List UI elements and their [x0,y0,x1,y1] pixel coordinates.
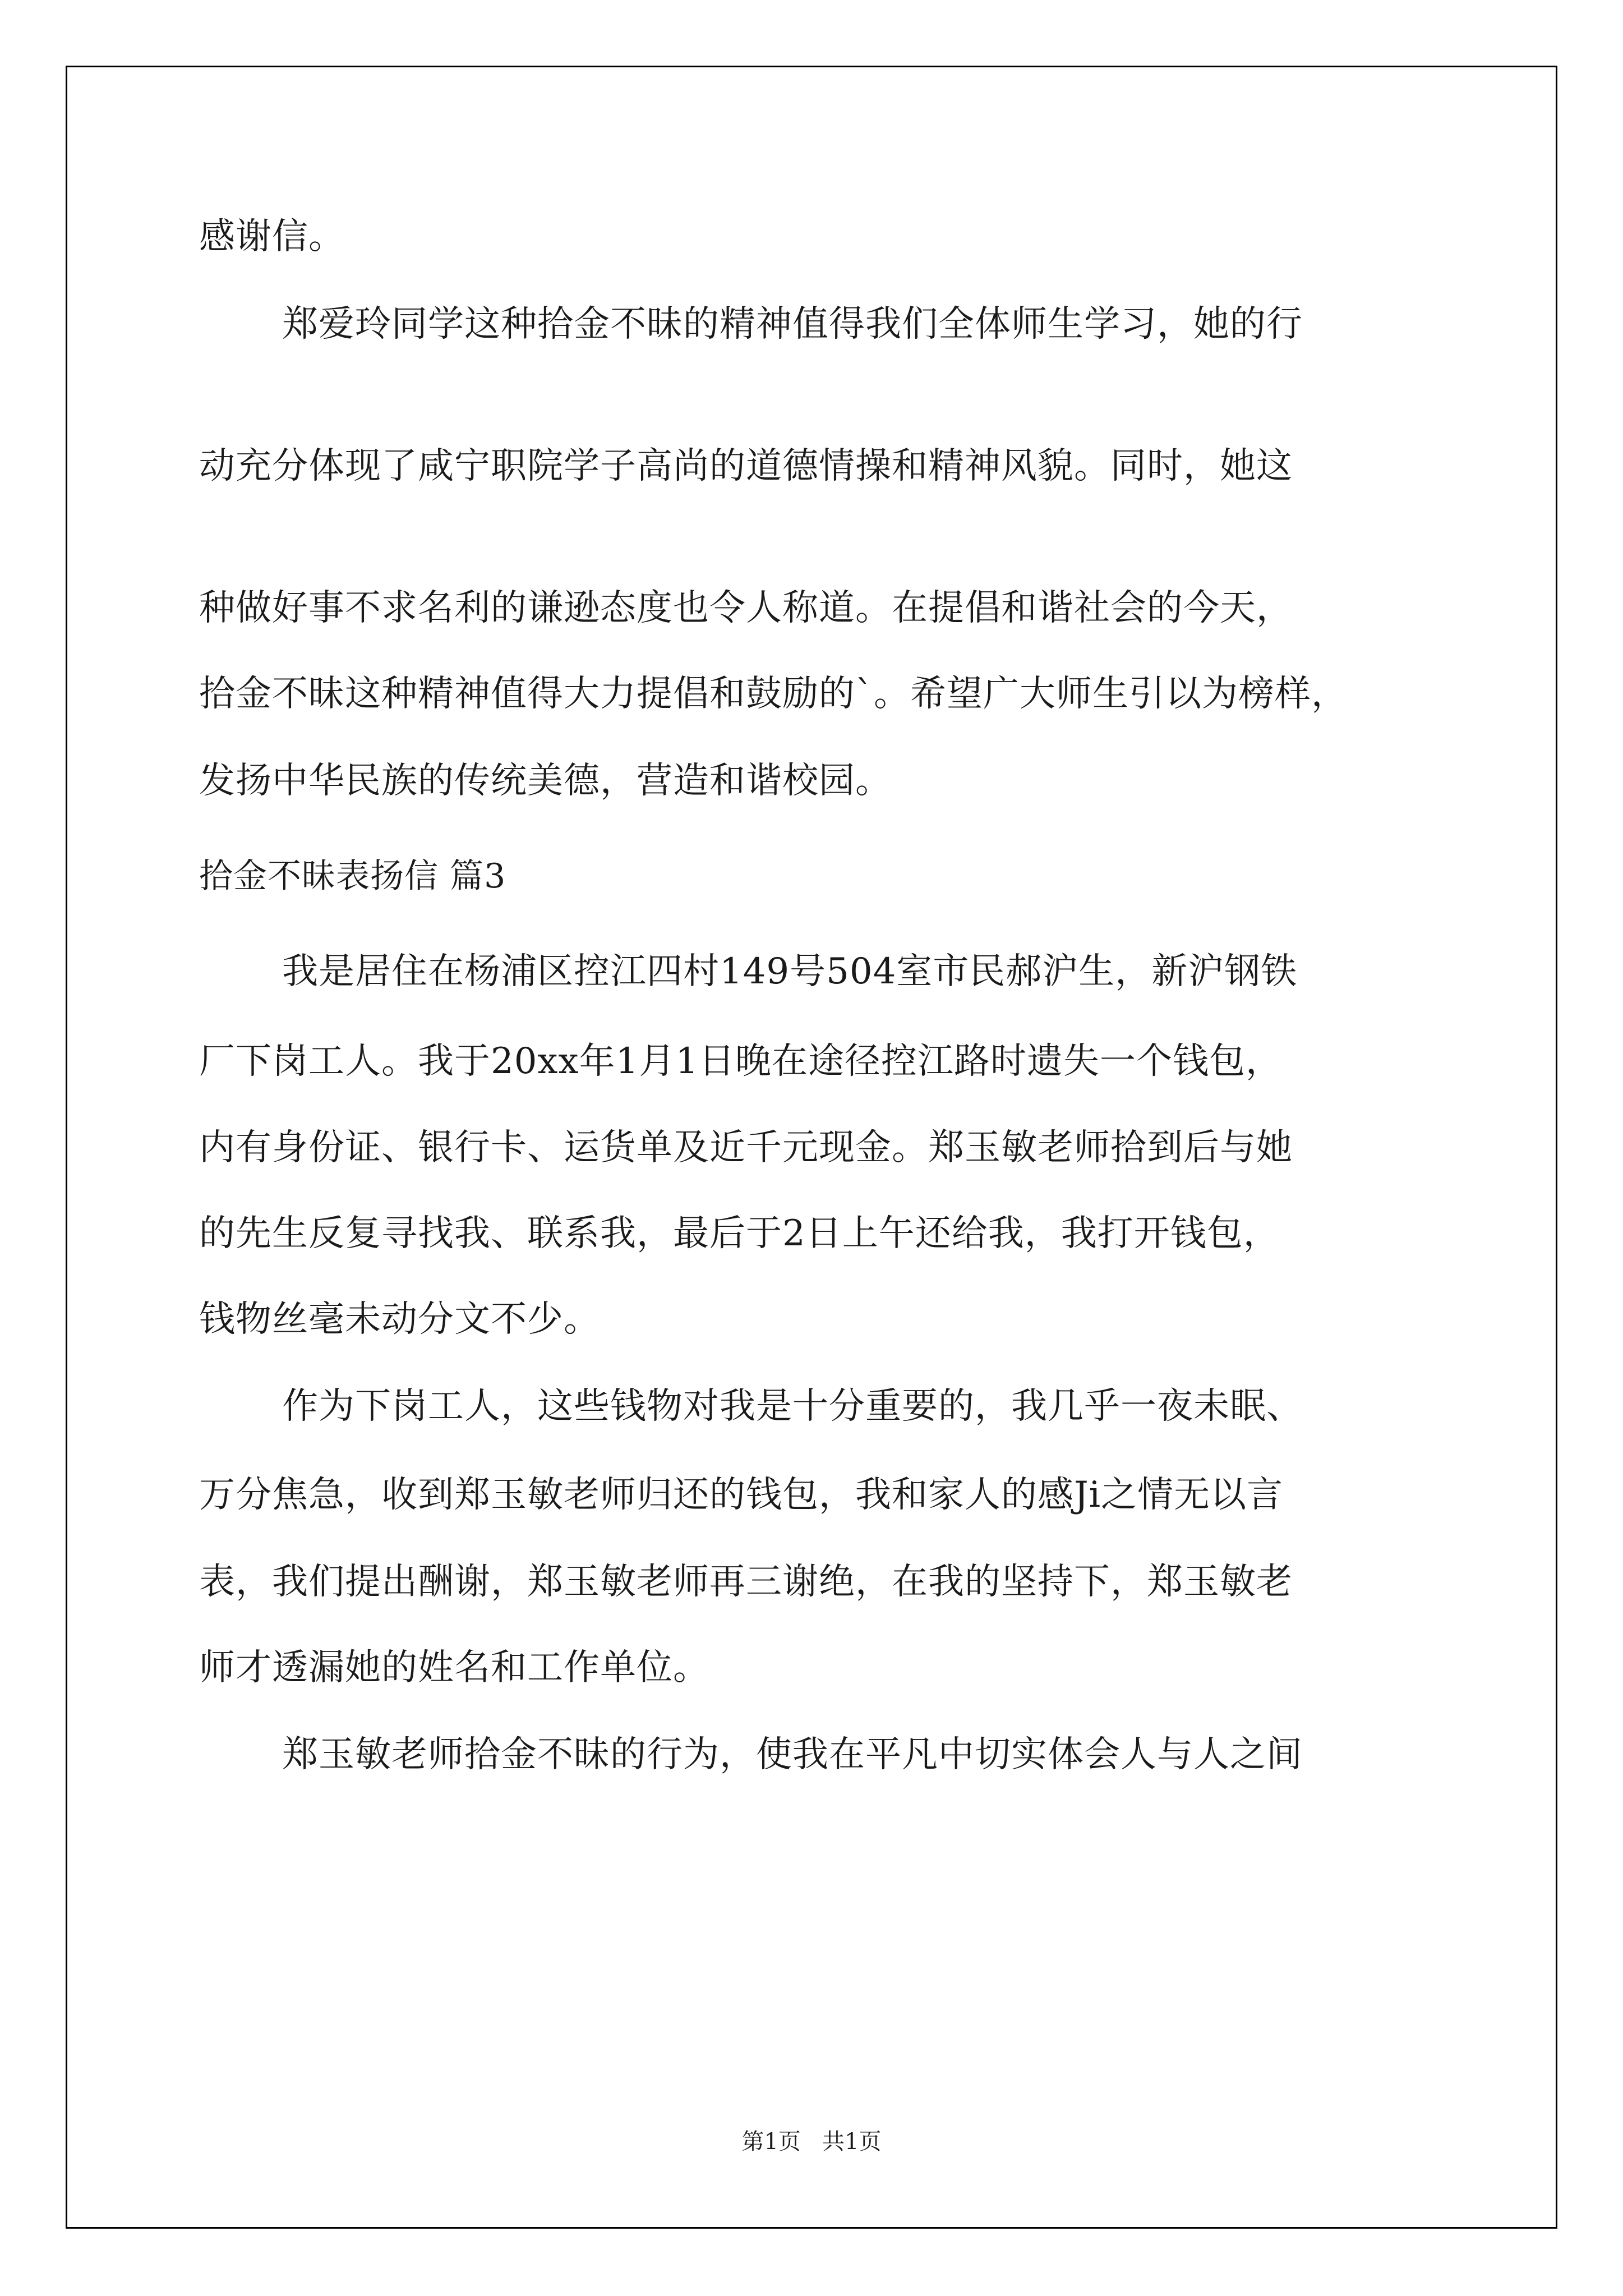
section-heading: 拾金不昧表扬信 篇3 [199,857,506,896]
text-line: 发扬中华民族的传统美德，营造和谐校园。 [199,760,892,802]
text-line: 内有身份证、银行卡、运货单及近千元现金。郑玉敏老师拾到后与她 [199,1127,1293,1168]
text-line: 表，我们提出酬谢，郑玉敏老师再三谢绝，在我的坚持下，郑玉敏老 [199,1561,1293,1603]
text-line: 郑爱玲同学这种拾金不昧的精神值得我们全体师生学习，她的行 [282,303,1303,345]
text-line: 动充分体现了咸宁职院学子高尚的道德情操和精神风貌。同时，她这 [199,445,1293,487]
text-line: 郑玉敏老师拾金不昧的行为，使我在平凡中切实体会人与人之间 [282,1734,1303,1775]
text-line: 的先生反复寻找我、联系我，最后于2日上午还给我，我打开钱包， [199,1213,1280,1254]
text-line: 师才透漏她的姓名和工作单位。 [199,1647,709,1688]
text-line: 钱物丝毫未动分文不少。 [199,1299,600,1340]
page-footer: 第1页 共1页 [741,2129,882,2155]
text-line: 厂下岗工人。我于20xx年1月1日晚在途径控江路时遗失一个钱包， [199,1041,1283,1082]
text-line: 作为下岗工人，这些钱物对我是十分重要的，我几乎一夜未眠、 [282,1386,1303,1427]
text-line: 种做好事不求名利的谦逊态度也令人称道。在提倡和谐社会的今天， [199,587,1293,629]
text-line: 万分焦急，收到郑玉敏老师归还的钱包，我和家人的感Ji之情无以言 [199,1474,1284,1516]
text-line: 我是居住在杨浦区控江四村149号504室市民郝沪生，新沪钢铁 [282,951,1298,992]
text-line: 拾金不昧这种精神值得大力提倡和鼓励的`。希望广大师生引以为榜样， [199,673,1348,715]
text-line: 感谢信。 [199,216,345,257]
